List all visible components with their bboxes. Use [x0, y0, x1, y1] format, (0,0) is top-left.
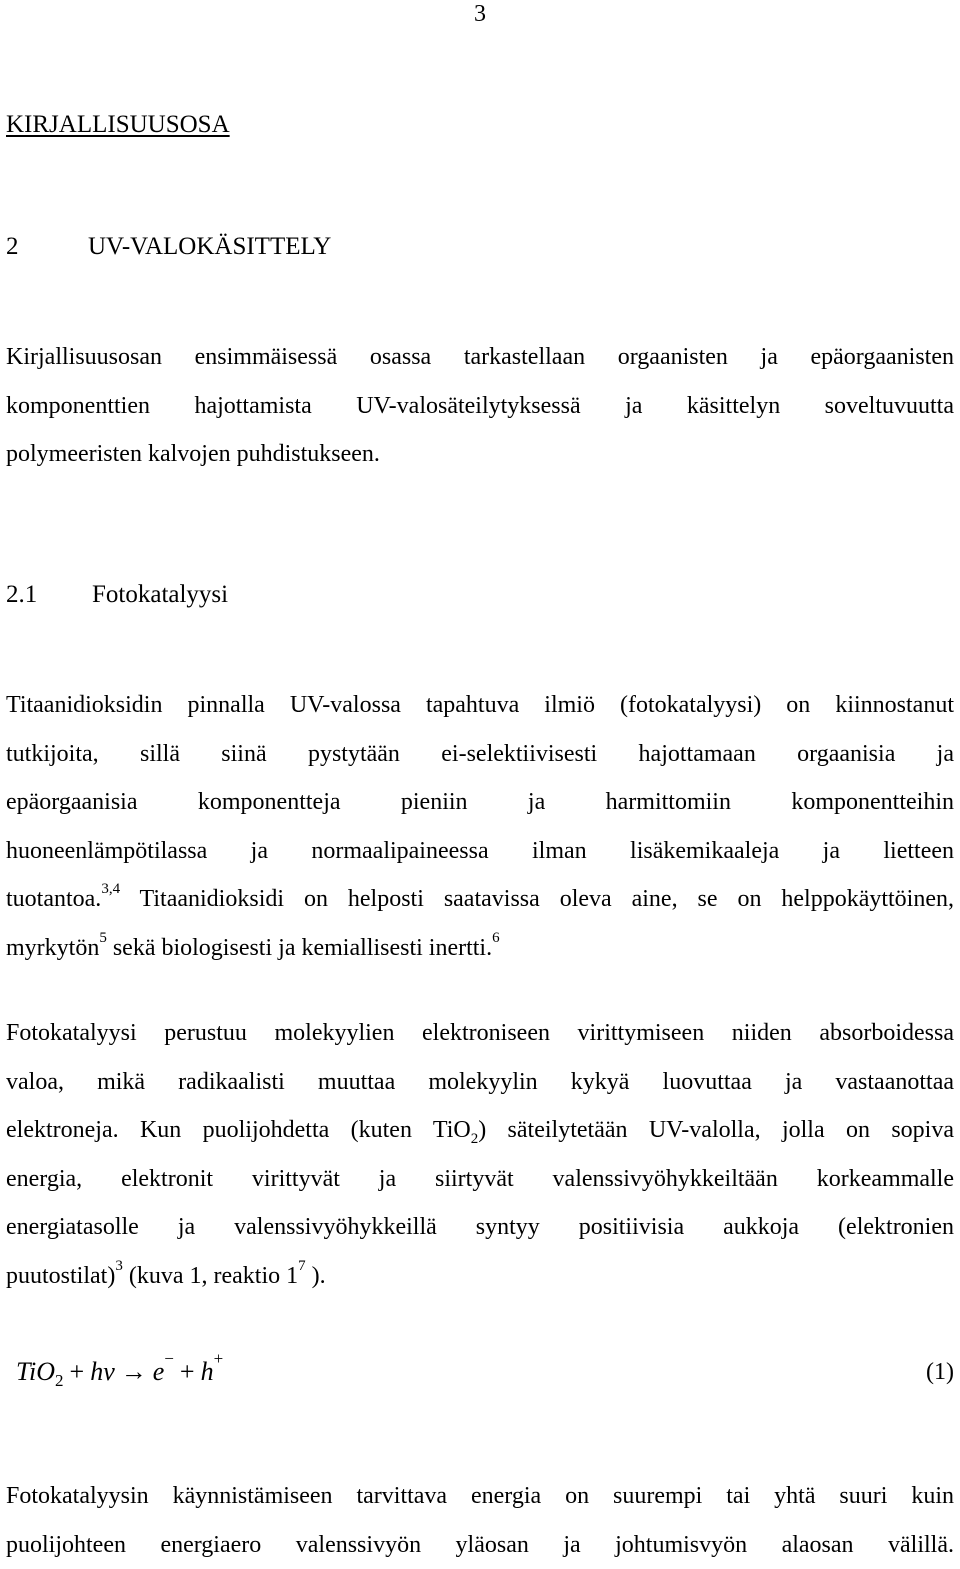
mechanism-paragraph — [6, 1009, 954, 1300]
subsection-title: Fotokatalyysi — [92, 581, 228, 608]
paragraph-line: energia, elektronit virittyvät ja siirtyvät valenssivyöhykkeiltään korkeammalle — [6, 1155, 954, 1204]
paragraph-line: epäorgaanisia komponentteja pieniin ja harmittomiin komponentteihin — [6, 778, 954, 827]
paragraph-line — [6, 1106, 954, 1155]
paragraph-line: Kirjallisuusosan ensimmäisessä osassa tarkastellaan orgaanisten ja epäorgaanisten — [6, 333, 954, 382]
eq-term-hv: hv — [90, 1357, 115, 1386]
paragraph-line: polymeeristen kalvojen puhdistukseen. — [6, 430, 954, 479]
intro-paragraph — [6, 333, 954, 479]
text-run: Titaanidioksidi on helposti saatavissa oleva aine, se on helppokäyttöinen, — [120, 886, 954, 912]
paragraph-line: huoneenlämpötilassa ja normaalipaineessa ilman lisäkemikaaleja ja lietteen — [6, 827, 954, 876]
citation-superscript: 6 — [492, 930, 500, 946]
text-run: (kuva 1, reaktio 1 — [123, 1263, 298, 1289]
paragraph-line: Titaanidioksidin pinnalla UV-valossa tapahtuva ilmiö (fotokatalyysi) on kiinnostanut — [6, 681, 954, 730]
paragraph-line: puolijohteen energiaero valenssivyön yläosan ja johtumisvyön alaosan välillä. — [6, 1521, 954, 1569]
paragraph-line: tutkijoita, sillä siinä pystytään ei-selektiivisesti hajottamaan orgaanisia ja — [6, 730, 954, 779]
subsection-number: 2.1 — [6, 580, 92, 610]
eq-term-h: h — [201, 1357, 214, 1386]
text-run: sekä biologisesti ja kemiallisesti inertti. — [107, 935, 492, 961]
citation-superscript: 5 — [99, 930, 107, 946]
eq-term-tio: TiO — [16, 1357, 55, 1386]
paragraph-line: energiatasolle ja valenssivyöhykkeillä syntyy positiivisia aukkoja (elektronien — [6, 1203, 954, 1252]
main-heading: KIRJALLISUUSOSA — [6, 110, 230, 140]
section-title: UV-VALOKÄSITTELY — [88, 233, 331, 260]
text-run: ). — [306, 1263, 326, 1289]
paragraph-line: komponenttien hajottamista UV-valosäteilytyksessä ja käsittelyn soveltuvuutta — [6, 382, 954, 431]
eq-superscript: + — [214, 1349, 224, 1368]
paragraph-line: valoa, mikä radikaalisti muuttaa molekyylin kykyä luovuttaa ja vastaanottaa — [6, 1058, 954, 1107]
section-number: 2 — [6, 232, 88, 262]
paragraph-line: Fotokatalyysi perustuu molekyylien elektroniseen virittymiseen niiden absorboidessa — [6, 1009, 954, 1058]
text-run: tuotantoa. — [6, 886, 101, 912]
reaction-equation — [6, 1352, 954, 1392]
section-heading — [6, 232, 331, 262]
equation-expression — [16, 1352, 223, 1392]
photocatalysis-paragraph — [6, 681, 954, 972]
eq-term-e: e — [153, 1357, 165, 1386]
paragraph-line — [6, 924, 954, 973]
eq-subscript: 2 — [55, 1371, 64, 1390]
text-run: myrkytön — [6, 935, 99, 961]
eq-plus: + — [180, 1357, 195, 1386]
eq-superscript: − — [164, 1349, 174, 1368]
page-number: 3 — [470, 0, 490, 28]
citation-superscript: 3 — [115, 1258, 123, 1274]
energy-paragraph — [6, 1472, 954, 1569]
text-run: elektroneja. Kun puolijohdetta (kuten TiO — [6, 1117, 471, 1143]
citation-superscript: 7 — [298, 1258, 306, 1274]
subsection-heading — [6, 580, 228, 610]
text-run: puutostilat) — [6, 1263, 115, 1289]
eq-arrow: → — [121, 1357, 147, 1386]
paragraph-line: Fotokatalyysin käynnistämiseen tarvittava energia on suurempi tai yhtä suuri kuin — [6, 1472, 954, 1521]
equation-number: (1) — [926, 1352, 954, 1392]
text-run: ) säteilytetään UV-valolla, jolla on sopiva — [478, 1117, 954, 1143]
subscript: 2 — [471, 1131, 479, 1147]
paragraph-line — [6, 1252, 954, 1301]
paragraph-line — [6, 875, 954, 924]
eq-plus: + — [70, 1357, 85, 1386]
citation-superscript: 3,4 — [101, 881, 120, 897]
